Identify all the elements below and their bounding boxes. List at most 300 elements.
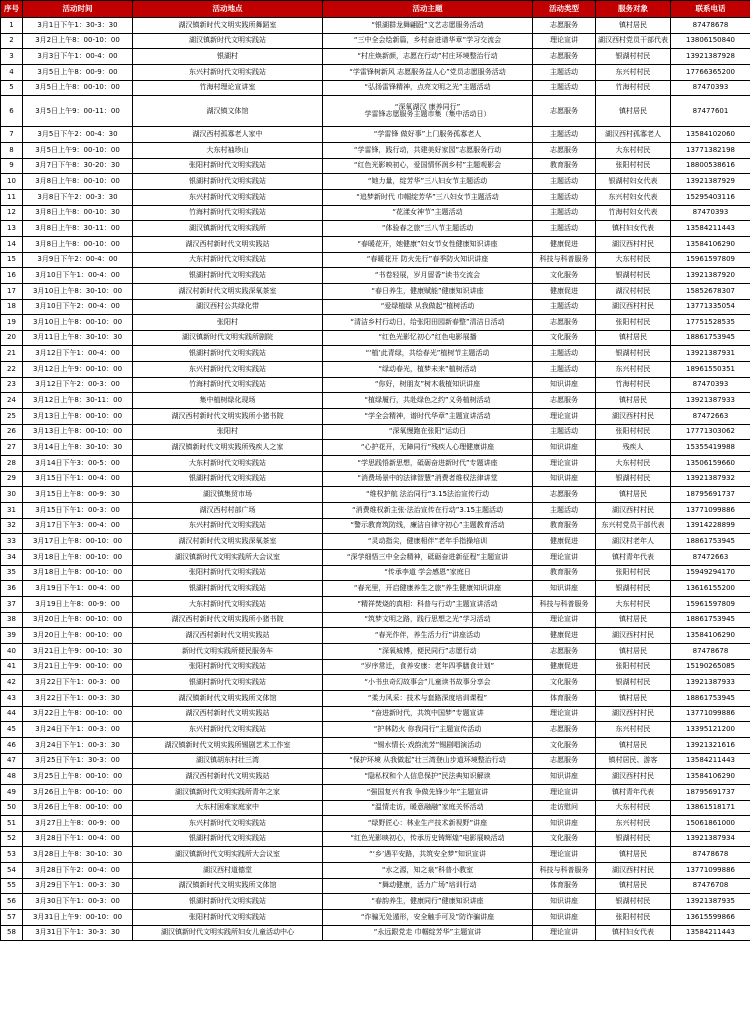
cell-phone: 13921387933	[671, 393, 750, 409]
cell-location: 大东村新时代文明实践站	[133, 596, 323, 612]
cell-phone: 87472663	[671, 409, 750, 425]
cell-phone: 17751528535	[671, 315, 750, 331]
header-seq: 序号	[1, 1, 23, 18]
cell-type: 志愿服务	[533, 18, 596, 34]
cell-audience: 东兴村村民	[596, 722, 671, 738]
cell-phone: 13584211443	[671, 925, 750, 941]
table-row	[1, 471, 750, 487]
table-row	[1, 424, 750, 440]
cell-theme: “维权护航 法治同行”3.15法治宣传行动	[323, 487, 533, 503]
cell-audience: 镇村妇女代表	[596, 221, 671, 237]
cell-audience: 湖汉西村孤寡老人	[596, 127, 671, 143]
cell-seq: 33	[1, 534, 23, 550]
cell-location: 湖汉镇新时代文明实践所锡剧艺术工作室	[133, 737, 323, 753]
cell-seq: 57	[1, 910, 23, 926]
cell-phone: 13914228899	[671, 518, 750, 534]
cell-seq: 6	[1, 96, 23, 127]
cell-type: 走访慰问	[533, 800, 596, 816]
table-row	[1, 315, 750, 331]
cell-location: 银湖村新时代文明实践站	[133, 894, 323, 910]
cell-type: 志愿服务	[533, 142, 596, 158]
cell-phone: 13921387931	[671, 346, 750, 362]
cell-seq: 24	[1, 393, 23, 409]
cell-seq: 41	[1, 659, 23, 675]
cell-theme: “学雷锋树新风 志愿服务益人心”党员志愿服务活动	[323, 64, 533, 80]
table-row	[1, 252, 750, 268]
cell-time: 3月31日下午1：30-3：30	[23, 925, 133, 941]
cell-phone: 13584106290	[671, 236, 750, 252]
cell-time: 3月18日上午8：00-10：00	[23, 550, 133, 566]
cell-type: 主题活动	[533, 174, 596, 190]
cell-theme: “红色光影映初心，传承历史铸辉煌”电影展映活动	[323, 831, 533, 847]
cell-theme: “学雷锋 做好事”上门服务孤寡老人	[323, 127, 533, 143]
cell-time: 3月8日上午8：30-11：00	[23, 221, 133, 237]
cell-seq: 23	[1, 377, 23, 393]
cell-time: 3月26日上午8：00-10：00	[23, 800, 133, 816]
cell-seq: 7	[1, 127, 23, 143]
cell-theme: “春光作伴，养生活力行”讲座活动	[323, 628, 533, 644]
cell-seq: 10	[1, 174, 23, 190]
cell-type: 科技与科普服务	[533, 252, 596, 268]
cell-theme: “她力量，绽芳华”三八妇女节主题活动	[323, 174, 533, 190]
cell-location: 湖汉村新时代文明实践深氧茶室	[133, 534, 323, 550]
table-row	[1, 487, 750, 503]
cell-type: 理论宣讲	[533, 847, 596, 863]
table-row	[1, 800, 750, 816]
cell-phone: 87470393	[671, 205, 750, 221]
cell-audience: 张阳村村民	[596, 424, 671, 440]
cell-time: 3月21日上午9：00-10：30	[23, 643, 133, 659]
table-row	[1, 377, 750, 393]
cell-phone: 13584106290	[671, 769, 750, 785]
cell-time: 3月19日上午8：00-9：00	[23, 596, 133, 612]
cell-seq: 42	[1, 675, 23, 691]
cell-location: 湖汉西村道德堂	[133, 863, 323, 879]
cell-location: 湖汉镇文体馆	[133, 96, 323, 127]
cell-theme: “‘植’此青绿，共绘春光”植树节主题活动	[323, 346, 533, 362]
cell-type: 文化服务	[533, 831, 596, 847]
cell-audience: 湖汉西村村民	[596, 706, 671, 722]
cell-theme: “奋进新时代，共筑中国梦”专题宣讲	[323, 706, 533, 722]
cell-audience: 东兴村村民	[596, 64, 671, 80]
cell-type: 知识讲座	[533, 581, 596, 597]
table-row	[1, 268, 750, 284]
cell-seq: 3	[1, 49, 23, 65]
cell-time: 3月30日下午1：00-3：00	[23, 894, 133, 910]
cell-time: 3月5日上午9：00-10：00	[23, 142, 133, 158]
cell-type: 健康促进	[533, 283, 596, 299]
cell-type: 志愿服务	[533, 393, 596, 409]
table-row	[1, 142, 750, 158]
cell-phone: 15852678307	[671, 283, 750, 299]
cell-theme: “永远跟党走 巾帼绽芳华”主题宣讲	[323, 925, 533, 941]
cell-audience: 大东村村民	[596, 142, 671, 158]
table-row	[1, 722, 750, 738]
cell-seq: 13	[1, 221, 23, 237]
cell-phone: 18861753945	[671, 690, 750, 706]
cell-time: 3月25日下午1：30-3：00	[23, 753, 133, 769]
cell-phone: 13771335054	[671, 299, 750, 315]
table-row	[1, 784, 750, 800]
cell-theme: “学思践悟新思想，砥砺奋进新时代”专题讲座	[323, 456, 533, 472]
cell-seq: 5	[1, 80, 23, 96]
cell-type: 文化服务	[533, 737, 596, 753]
cell-phone: 87478678	[671, 18, 750, 34]
cell-time: 3月5日上午8：00-10：00	[23, 80, 133, 96]
cell-phone: 18795691737	[671, 487, 750, 503]
cell-seq: 27	[1, 440, 23, 456]
cell-location: 银湖村新时代文明实践站	[133, 581, 323, 597]
cell-theme: “春暖花开 防火先行”春季防火知识讲座	[323, 252, 533, 268]
cell-audience: 东兴村党员干部代表	[596, 518, 671, 534]
cell-seq: 36	[1, 581, 23, 597]
cell-time: 3月9日下午2：00-4：00	[23, 252, 133, 268]
cell-seq: 55	[1, 878, 23, 894]
cell-theme: “‘乡’遇平安路，共筑安全梦”知识宣讲	[323, 847, 533, 863]
cell-type: 知识讲座	[533, 910, 596, 926]
cell-time: 3月31日上午9：00-10：00	[23, 910, 133, 926]
cell-location: 东兴村新时代文明实践站	[133, 189, 323, 205]
cell-audience: 张阳村村民	[596, 659, 671, 675]
cell-theme: “书卷轻展，岁月留香”读书交流会	[323, 268, 533, 284]
table-row	[1, 925, 750, 941]
cell-time: 3月14日下午3：00-5：00	[23, 456, 133, 472]
cell-audience: 银湖村村民	[596, 49, 671, 65]
cell-phone: 13921387934	[671, 831, 750, 847]
cell-location: 竹海村理论宣讲室	[133, 80, 323, 96]
cell-type: 主题活动	[533, 221, 596, 237]
table-row	[1, 158, 750, 174]
cell-time: 3月15日上午8：00-9：30	[23, 487, 133, 503]
cell-audience: 银湖村村民	[596, 268, 671, 284]
cell-type: 理论宣讲	[533, 925, 596, 941]
cell-time: 3月2日上午8：00-10：00	[23, 33, 133, 49]
cell-audience: 湖汉西村村民	[596, 503, 671, 519]
cell-audience: 湖汉西村村民	[596, 628, 671, 644]
cell-type: 理论宣讲	[533, 612, 596, 628]
cell-audience: 镇村居民	[596, 690, 671, 706]
cell-location: 湖汉镇新时代文明实践站	[133, 33, 323, 49]
table-row	[1, 221, 750, 237]
cell-time: 3月18日上午8：00-10：00	[23, 565, 133, 581]
cell-theme: “春日养生，健康赋能”健康知识讲座	[323, 283, 533, 299]
cell-theme: “银湖群龙舞翩跹”文艺志愿服务活动	[323, 18, 533, 34]
cell-audience: 镇村居民	[596, 878, 671, 894]
table-row	[1, 737, 750, 753]
cell-theme: “心护花开，无障同行”残疾人心理健康讲座	[323, 440, 533, 456]
cell-time: 3月12日下午1：00-4：00	[23, 346, 133, 362]
cell-audience: 银湖村妇女代表	[596, 174, 671, 190]
cell-audience: 银湖村村民	[596, 346, 671, 362]
table-row	[1, 346, 750, 362]
cell-location: 湖汉西村新时代文明实践站	[133, 628, 323, 644]
cell-type: 理论宣讲	[533, 784, 596, 800]
cell-phone: 18861753945	[671, 534, 750, 550]
cell-type: 理论宣讲	[533, 456, 596, 472]
cell-type: 科技与科普服务	[533, 863, 596, 879]
cell-audience: 镇村居民	[596, 96, 671, 127]
cell-type: 志愿服务	[533, 487, 596, 503]
cell-theme: “深学细悟三中全会精神，砥砺奋进新征程”主题宣讲	[323, 550, 533, 566]
cell-time: 3月22日上午8：00-10：00	[23, 706, 133, 722]
cell-theme: “水之源，知之泉”科普小教室	[323, 863, 533, 879]
cell-theme: “消费维权新主张·法治宣传在行动”3.15主题活动	[323, 503, 533, 519]
cell-audience: 东兴村妇女代表	[596, 189, 671, 205]
cell-seq: 19	[1, 315, 23, 331]
cell-audience: 湖汉西村村民	[596, 863, 671, 879]
cell-audience: 张阳村村民	[596, 565, 671, 581]
cell-phone: 18795691737	[671, 784, 750, 800]
cell-audience: 竹海村村民	[596, 80, 671, 96]
cell-type: 文化服务	[533, 675, 596, 691]
cell-type: 文化服务	[533, 330, 596, 346]
cell-phone: 13921387932	[671, 471, 750, 487]
cell-time: 3月8日下午2：00-3：30	[23, 189, 133, 205]
cell-theme: “绿动春光，植梦未来”植树活动	[323, 362, 533, 378]
table-row	[1, 659, 750, 675]
cell-phone: 87477601	[671, 96, 750, 127]
cell-type: 主题活动	[533, 205, 596, 221]
table-row	[1, 174, 750, 190]
cell-time: 3月3日下午1：00-4：00	[23, 49, 133, 65]
cell-location: 大东村新时代文明实践站	[133, 456, 323, 472]
table-row	[1, 456, 750, 472]
cell-audience: 湖汉西村党员干部代表	[596, 33, 671, 49]
cell-seq: 47	[1, 753, 23, 769]
cell-seq: 14	[1, 236, 23, 252]
cell-location: 大东村新时代文明实践站	[133, 252, 323, 268]
table-row	[1, 409, 750, 425]
cell-type: 主题活动	[533, 424, 596, 440]
cell-phone: 17771303062	[671, 424, 750, 440]
cell-phone: 13584211443	[671, 221, 750, 237]
cell-time: 3月28日上午8：30-10：30	[23, 847, 133, 863]
cell-audience: 银湖村村民	[596, 894, 671, 910]
cell-location: 湖汉镇新时代文明实践所文体馆	[133, 690, 323, 706]
cell-location: 大东村困难家庭家中	[133, 800, 323, 816]
cell-time: 3月13日上午8：00-10：00	[23, 409, 133, 425]
cell-theme: “保护环境 从我做起”壮三湾登山步道环境整治行动	[323, 753, 533, 769]
cell-seq: 38	[1, 612, 23, 628]
cell-theme: “村庄焕新颜，志愿在行动”村庄环境整治行动	[323, 49, 533, 65]
table-row	[1, 503, 750, 519]
table-row	[1, 534, 750, 550]
cell-phone: 15961597809	[671, 252, 750, 268]
cell-phone: 13395121200	[671, 722, 750, 738]
cell-audience: 镇村居民	[596, 18, 671, 34]
cell-audience: 湖汉村老年人	[596, 534, 671, 550]
cell-theme: “岁序常迁，食养安康：老年四季膳食计划”	[323, 659, 533, 675]
cell-phone: 13771099886	[671, 503, 750, 519]
cell-time: 3月5日上午8：00-9：00	[23, 64, 133, 80]
table-row	[1, 816, 750, 832]
cell-theme: “爱绿植绿 从我做起”植树活动	[323, 299, 533, 315]
header-type: 活动类型	[533, 1, 596, 18]
cell-location: 竹海村新时代文明实践站	[133, 205, 323, 221]
cell-time: 3月20日上午8：00-10：00	[23, 628, 133, 644]
cell-phone: 18961550351	[671, 362, 750, 378]
table-row	[1, 910, 750, 926]
cell-theme: “深氧湖汉 康养同行” 学雷锋志愿服务主题市集（集中活动日）	[323, 96, 533, 127]
cell-theme: “绿野匠心：林业生产技术新视野”讲座	[323, 816, 533, 832]
cell-audience: 银湖村村民	[596, 831, 671, 847]
table-row	[1, 440, 750, 456]
cell-location: 湖汉镇新时代文明实践所残疾人之家	[133, 440, 323, 456]
cell-phone: 87478678	[671, 643, 750, 659]
cell-type: 主题活动	[533, 299, 596, 315]
cell-theme: “强国复兴有我 争做先锋少年”主题宣讲	[323, 784, 533, 800]
cell-type: 主题活动	[533, 80, 596, 96]
cell-audience: 竹海村妇女代表	[596, 205, 671, 221]
cell-theme: “植绿履行，共赴绿色之约”义务植树活动	[323, 393, 533, 409]
cell-seq: 22	[1, 362, 23, 378]
table-row	[1, 753, 750, 769]
cell-location: 大东村袖珍山	[133, 142, 323, 158]
table-row	[1, 283, 750, 299]
cell-type: 知识讲座	[533, 769, 596, 785]
table-row	[1, 550, 750, 566]
cell-time: 3月20日上午8：00-10：00	[23, 612, 133, 628]
cell-theme: “学雷锋，践行动，共建美好家园”志愿服务行动	[323, 142, 533, 158]
cell-location: 银湖村新时代文明实践站	[133, 831, 323, 847]
cell-type: 健康促进	[533, 628, 596, 644]
cell-seq: 4	[1, 64, 23, 80]
cell-phone: 13921387933	[671, 675, 750, 691]
cell-audience: 湖汉村村民	[596, 283, 671, 299]
cell-location: 银湖村新时代文明实践站	[133, 346, 323, 362]
cell-type: 教育服务	[533, 518, 596, 534]
cell-type: 志愿服务	[533, 753, 596, 769]
cell-type: 知识讲座	[533, 440, 596, 456]
cell-time: 3月8日上午8：00-10：00	[23, 174, 133, 190]
cell-time: 3月7日下午8：30-20：30	[23, 158, 133, 174]
cell-seq: 15	[1, 252, 23, 268]
cell-time: 3月24日下午1：00-3：00	[23, 722, 133, 738]
cell-phone: 18861753945	[671, 330, 750, 346]
table-row	[1, 33, 750, 49]
cell-phone: 13806150840	[671, 33, 750, 49]
cell-location: 湖汉西村新时代文明实践所小猪书院	[133, 612, 323, 628]
cell-seq: 52	[1, 831, 23, 847]
cell-audience: 竹海村村民	[596, 377, 671, 393]
cell-seq: 9	[1, 158, 23, 174]
cell-location: 张阳村新时代文明实践站	[133, 158, 323, 174]
cell-time: 3月1日下午1：30-3：30	[23, 18, 133, 34]
table-row	[1, 299, 750, 315]
cell-time: 3月22日下午1：00-3：00	[23, 675, 133, 691]
cell-type: 志愿服务	[533, 96, 596, 127]
cell-type: 志愿服务	[533, 49, 596, 65]
cell-type: 主题活动	[533, 127, 596, 143]
cell-location: 湖汉镇新时代文明实践所妇女儿童活动中心	[133, 925, 323, 941]
cell-phone: 13615599866	[671, 910, 750, 926]
cell-seq: 16	[1, 268, 23, 284]
cell-audience: 张阳村村民	[596, 910, 671, 926]
cell-audience: 镇村居民	[596, 487, 671, 503]
table-row	[1, 894, 750, 910]
table-row	[1, 518, 750, 534]
cell-location: 湖汉西村村部广场	[133, 503, 323, 519]
cell-location: 新时代文明实践所便民服务车	[133, 643, 323, 659]
cell-time: 3月24日下午1：00-3：30	[23, 737, 133, 753]
cell-phone: 87470393	[671, 377, 750, 393]
cell-seq: 43	[1, 690, 23, 706]
cell-phone: 15961597809	[671, 596, 750, 612]
cell-type: 教育服务	[533, 565, 596, 581]
cell-phone: 13921387920	[671, 268, 750, 284]
cell-type: 志愿服务	[533, 643, 596, 659]
cell-theme: “警示教育筑防线，廉洁自律守初心”主题教育活动	[323, 518, 533, 534]
cell-location: 湖汉镇新时代文明实践所舞蹈室	[133, 18, 323, 34]
cell-phone: 13771382198	[671, 142, 750, 158]
cell-theme: “舞动健康，活力广场”培训行动	[323, 878, 533, 894]
cell-audience: 大东村村民	[596, 800, 671, 816]
cell-seq: 26	[1, 424, 23, 440]
cell-type: 志愿服务	[533, 722, 596, 738]
table-row	[1, 878, 750, 894]
cell-time: 3月11日上午8：30-10：30	[23, 330, 133, 346]
cell-phone: 13616155200	[671, 581, 750, 597]
cell-type: 志愿服务	[533, 315, 596, 331]
cell-phone: 15295403116	[671, 189, 750, 205]
cell-seq: 44	[1, 706, 23, 722]
cell-location: 湖汉镇新时代文明实践所大会议室	[133, 550, 323, 566]
cell-audience: 银湖村村民	[596, 581, 671, 597]
cell-theme: “春光里，开启健康养生之旅”养生健康知识讲座	[323, 581, 533, 597]
cell-seq: 37	[1, 596, 23, 612]
cell-theme: “精祥焚烧的真相：科普与行动”主题宣讲活动	[323, 596, 533, 612]
cell-theme: “你好，树朋友”树木栽植知识讲座	[323, 377, 533, 393]
cell-type: 文化服务	[533, 268, 596, 284]
cell-seq: 8	[1, 142, 23, 158]
cell-time: 3月25日上午8：00-10：00	[23, 769, 133, 785]
cell-type: 知识讲座	[533, 894, 596, 910]
cell-seq: 53	[1, 847, 23, 863]
cell-theme: “诈骗无处遁形，安全触手可及”防诈骗讲座	[323, 910, 533, 926]
cell-type: 体育服务	[533, 878, 596, 894]
cell-theme: “红色光影映初心，爱国情怀润乡村”主题观影会	[323, 158, 533, 174]
cell-audience: 镇村居民	[596, 393, 671, 409]
cell-location: 集中植树绿化现场	[133, 393, 323, 409]
cell-type: 知识讲座	[533, 377, 596, 393]
cell-location: 东兴村新时代文明实践站	[133, 518, 323, 534]
cell-audience: 大东村村民	[596, 252, 671, 268]
cell-theme: “追梦新时代 巾帼绽芳华”三八妇女节主题活动	[323, 189, 533, 205]
cell-location: 张阳村	[133, 315, 323, 331]
table-row	[1, 49, 750, 65]
cell-time: 3月10日下午2：00-4：00	[23, 299, 133, 315]
cell-type: 科技与科普服务	[533, 596, 596, 612]
cell-time: 3月26日上午8：00-10：00	[23, 784, 133, 800]
table-row	[1, 769, 750, 785]
table-row	[1, 847, 750, 863]
cell-type: 健康促进	[533, 534, 596, 550]
cell-time: 3月13日上午8：00-10：00	[23, 424, 133, 440]
cell-location: 湖汉镇集贸市场	[133, 487, 323, 503]
cell-time: 3月21日上午9：00-10：00	[23, 659, 133, 675]
cell-time: 3月12日上午9：00-10：00	[23, 362, 133, 378]
header-phone: 联系电话	[671, 1, 750, 18]
cell-location: 银湖村	[133, 49, 323, 65]
cell-theme: “体验春之旅”三八节主题活动	[323, 221, 533, 237]
cell-location: 湖汉西村公共绿化带	[133, 299, 323, 315]
cell-theme: “温情走访，暖意融融”家庭关怀活动	[323, 800, 533, 816]
cell-phone: 15061861000	[671, 816, 750, 832]
cell-seq: 58	[1, 925, 23, 941]
cell-audience: 湖汉西村村民	[596, 236, 671, 252]
cell-time: 3月15日下午1：00-4：00	[23, 471, 133, 487]
table-row	[1, 831, 750, 847]
